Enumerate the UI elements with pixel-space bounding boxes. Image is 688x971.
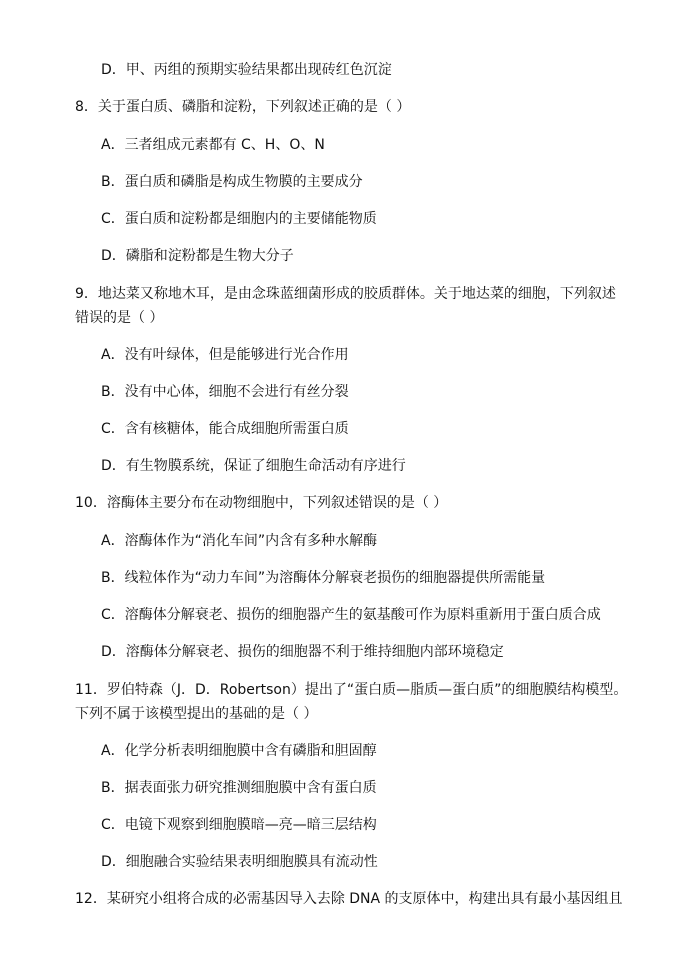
q8-option-c: C．蛋白质和淀粉都是细胞内的主要储能物质 [101, 211, 377, 227]
q8-option-b: B．蛋白质和磷脂是构成生物膜的主要成分 [101, 174, 363, 190]
q9-option-b: B．没有中心体，细胞不会进行有丝分裂 [101, 384, 349, 400]
q10-option-c: C．溶酶体分解衰老、损伤的细胞器产生的氨基酸可作为原料重新用于蛋白质合成 [101, 607, 601, 623]
q9-stem-line2: 错误的是（ ） [75, 310, 164, 326]
q7-option-d: D．甲、丙组的预期实验结果都出现砖红色沉淀 [101, 62, 392, 78]
q8-stem: 8．关于蛋白质、磷脂和淀粉，下列叙述正确的是（ ） [75, 99, 411, 115]
q11-stem-line1: 11．罗伯特森（J．D．Robertson）提出了“蛋白质—脂质—蛋白质”的细胞膜结构模型。 [75, 682, 628, 698]
q9-stem-line1: 9．地达菜又称地木耳，是由念珠蓝细菌形成的胶质群体。关于地达菜的细胞，下列叙述 [75, 286, 616, 302]
q9-option-d: D．有生物膜系统，保证了细胞生命活动有序进行 [101, 458, 406, 474]
q8-option-d: D．磷脂和淀粉都是生物大分子 [101, 248, 294, 264]
q10-option-d: D．溶酶体分解衰老、损伤的细胞器不利于维持细胞内部环境稳定 [101, 644, 504, 660]
q10-stem: 10．溶酶体主要分布在动物细胞中，下列叙述错误的是（ ） [75, 495, 448, 511]
q8-option-a: A．三者组成元素都有 C、H、O、N [101, 137, 325, 153]
q10-option-a: A．溶酶体作为“消化车间”内含有多种水解酶 [101, 533, 378, 549]
q10-option-b: B．线粒体作为“动力车间”为溶酶体分解衰老损伤的细胞器提供所需能量 [101, 570, 546, 586]
q11-option-a: A．化学分析表明细胞膜中含有磷脂和胆固醇 [101, 743, 377, 759]
q9-option-c: C．含有核糖体，能合成细胞所需蛋白质 [101, 421, 349, 437]
q9-option-a: A．没有叶绿体，但是能够进行光合作用 [101, 347, 349, 363]
q11-option-c: C．电镜下观察到细胞膜暗—亮—暗三层结构 [101, 817, 377, 833]
q11-option-b: B．据表面张力研究推测细胞膜中含有蛋白质 [101, 780, 377, 796]
q11-stem-line2: 下列不属于该模型提出的基础的是（ ） [75, 706, 318, 722]
q12-stem-line1: 12．某研究小组将合成的必需基因导入去除 DNA 的支原体中，构建出具有最小基因组且 [75, 891, 623, 907]
q11-option-d: D．细胞融合实验结果表明细胞膜具有流动性 [101, 854, 378, 870]
